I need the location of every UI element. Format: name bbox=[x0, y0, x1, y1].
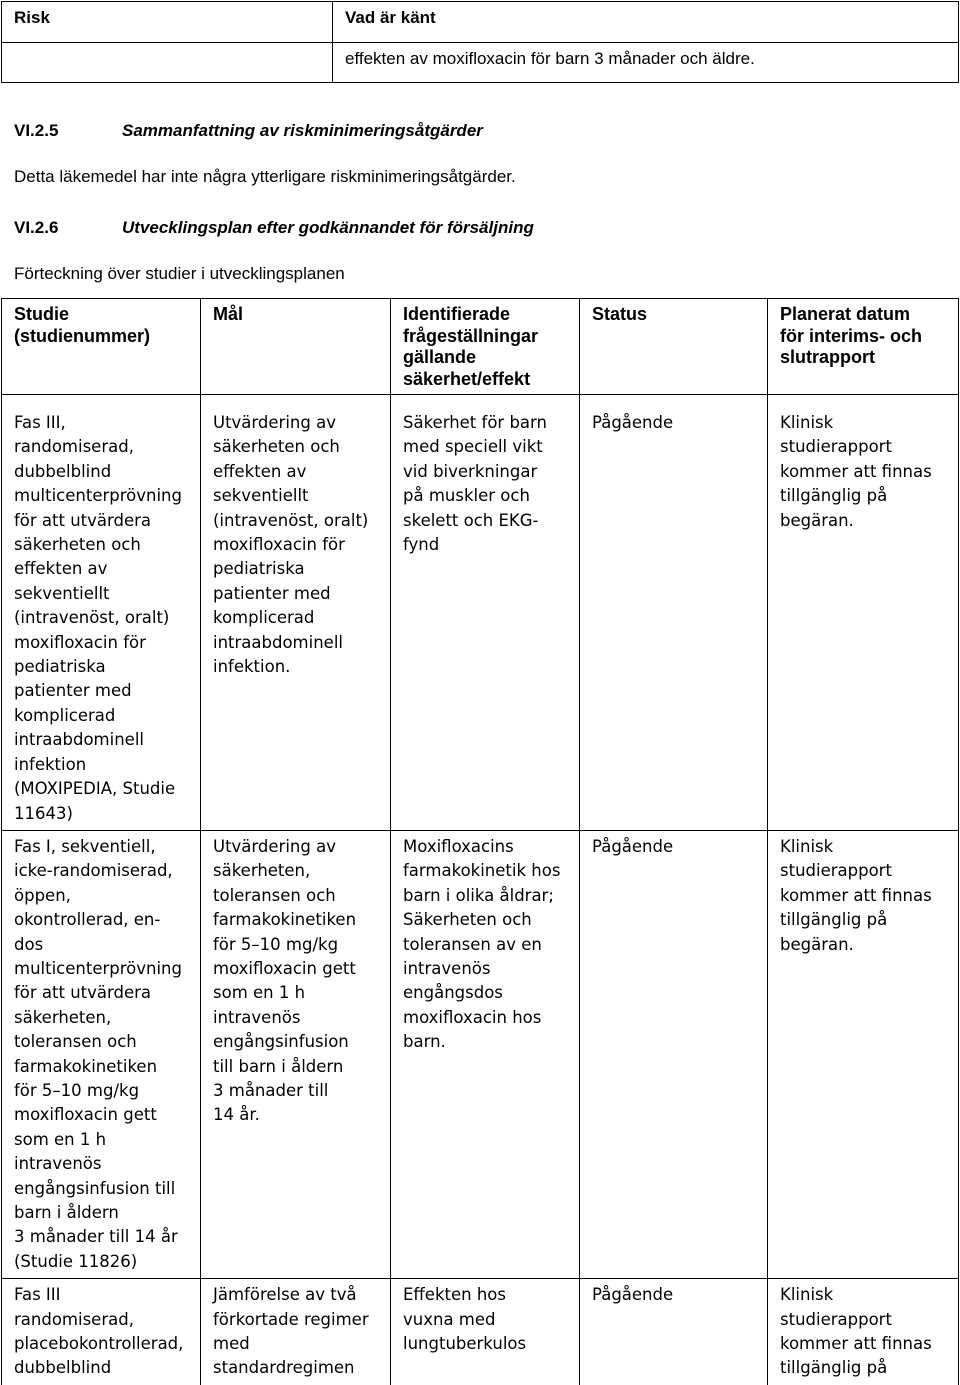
known-header: Vad är känt bbox=[333, 2, 959, 43]
section-25-text: Detta läkemedel har inte några ytterligare riskminimeringsåtgärder. bbox=[14, 167, 516, 186]
date-cell: Klinisk studierapport kommer att finnas tillgänglig på begäran. bbox=[768, 830, 959, 1278]
header-status: Status bbox=[580, 299, 768, 395]
header-goal: Mål bbox=[201, 299, 391, 395]
date-cell: Klinisk studierapport kommer att finnas tillgänglig på bbox=[768, 1279, 959, 1385]
header-study: Studie (studienummer) bbox=[2, 299, 201, 395]
study-cell: Fas III, randomiserad, dubbelblind multicenterprövning för att utvärdera säkerheten och effekten av sekventiellt (intravenöst, oralt) moxifloxacin för pediatriska patienter med komplicerad intraabdominell infektion (MOXIPEDIA, Studie 11643) bbox=[2, 395, 201, 831]
development-plan-table bbox=[1, 298, 959, 1385]
risk-header: Risk bbox=[2, 2, 333, 43]
study-cell: Fas I, sekventiell, icke-randomiserad, öppen, okontrollerad, en- dos multicenterprövning för att utvärdera säkerheten, toleransen och farmakokinetiken för 5–10 mg/kg moxifloxacin gett som en 1 h intravenös engångsinfusion till barn i åldern 3 månader till 14 år (Studie 11826) bbox=[2, 830, 201, 1278]
section-number: VI.2.6 bbox=[14, 218, 59, 237]
table-header-row bbox=[2, 299, 959, 395]
goal-cell: Jämförelse av två förkortade regimer med standardregimen bbox=[201, 1279, 391, 1385]
status-cell: Pågående bbox=[580, 395, 768, 831]
status-cell: Pågående bbox=[580, 1279, 768, 1385]
status-cell: Pågående bbox=[580, 830, 768, 1278]
issues-cell: Säkerhet för barn med speciell vikt vid biverkningar på muskler och skelett och EKG- fynd bbox=[391, 395, 580, 831]
section-title: Utvecklingsplan efter godkännandet för försäljning bbox=[122, 218, 534, 237]
section-number: VI.2.5 bbox=[14, 121, 59, 140]
table-row bbox=[2, 830, 959, 1278]
issues-cell: Moxifloxacins farmakokinetik hos barn i olika åldrar; Säkerheten och toleransen av en intravenös engångsdos moxifloxacin hos barn. bbox=[391, 830, 580, 1278]
known-cell: effekten av moxifloxacin för barn 3 månader och äldre. bbox=[333, 43, 959, 83]
study-cell: Fas III randomiserad, placebokontrollerad, dubbelblind bbox=[2, 1279, 201, 1385]
goal-cell: Utvärdering av säkerheten och effekten av sekventiellt (intravenöst, oralt) moxifloxacin för pediatriska patienter med komplicerad intraabdominell infektion. bbox=[201, 395, 391, 831]
issues-cell: Effekten hos vuxna med lungtuberkulos bbox=[391, 1279, 580, 1385]
goal-cell: Utvärdering av säkerheten, toleransen och farmakokinetiken för 5–10 mg/kg moxifloxacin gett som en 1 h intravenös engångsinfusion till barn i åldern 3 månader till 14 år. bbox=[201, 830, 391, 1278]
table-row bbox=[2, 395, 959, 831]
header-date: Planerat datum för interims- och slutrapport bbox=[768, 299, 959, 395]
section-26-subheading: Förteckning över studier i utvecklingsplanen bbox=[14, 264, 345, 283]
risk-cell-empty bbox=[2, 43, 333, 83]
risk-table bbox=[1, 1, 959, 83]
section-title: Sammanfattning av riskminimeringsåtgärder bbox=[122, 121, 483, 140]
header-issues: Identifierade frågeställningar gällande säkerhet/effekt bbox=[391, 299, 580, 395]
table-row bbox=[2, 1279, 959, 1385]
date-cell: Klinisk studierapport kommer att finnas tillgänglig på begäran. bbox=[768, 395, 959, 831]
section-heading-26 bbox=[14, 218, 534, 238]
section-heading-25 bbox=[14, 121, 483, 141]
